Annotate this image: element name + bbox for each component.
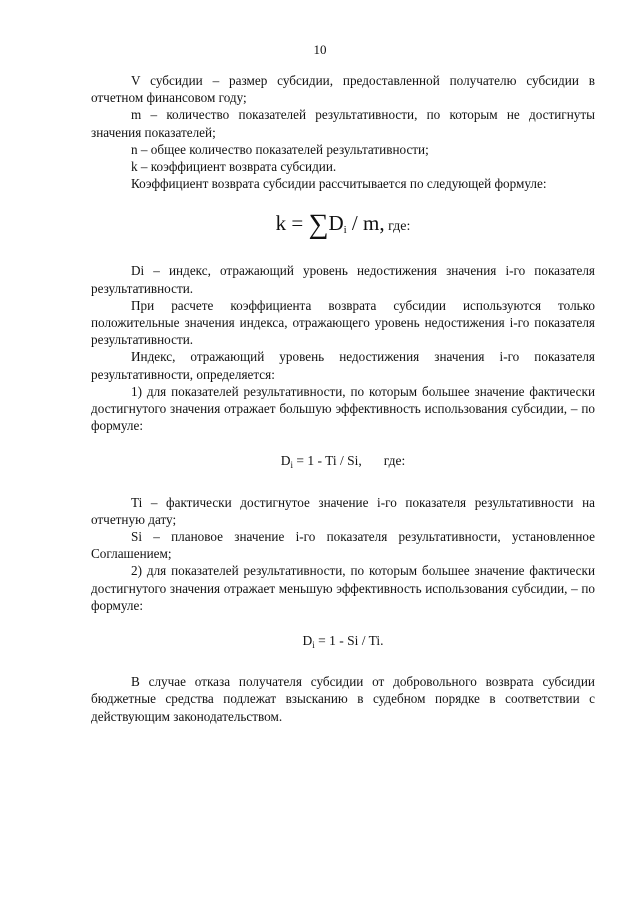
formula-k-subscript: i [343,224,347,237]
formula-d1-d: D [280,453,291,469]
sigma-symbol: ∑ [308,209,329,241]
paragraph-k-coefficient: k – коэффициент возврата субсидии. [131,159,337,175]
formula-d2 [91,632,595,649]
paragraph-case-2: 2) для показателей результативности, по которым большее значение фактически достигнутого значения отражает меньшую эффективность использования субсидии, – по формуле: [91,563,595,613]
paragraph-index-defined: Индекс, отражающий уровень недостижения значения i-го показателя результативности, определяется: [91,349,595,382]
formula-d2-subscript: i [312,640,315,651]
formula-k [91,209,595,241]
formula-d1-where: где: [383,453,406,469]
formula-d2-d: D [302,633,313,649]
formula-k-d: D [328,211,344,236]
formula-d1-rhs: = 1 - Ti / Si, [293,453,362,469]
paragraph-di-definition: Di – индекс, отражающий уровень недостижения значения i-го показателя результативности. [91,263,595,296]
formula-d1 [91,452,595,469]
paragraph-positive-values: При расчете коэффициента возврата субсидии используются только положительные значения индекса, отражающего уровень недостижения i-го показателя результативности. [91,297,595,348]
formula-k-rhs: / m, [346,211,385,236]
paragraph-n-total: n – общее количество показателей результативности; [131,141,429,157]
formula-d1-subscript: i [290,460,293,471]
paragraph-m-count: m – количество показателей результативности, по которым не достигнуты значения показателей; [91,107,595,140]
formula-d2-rhs: = 1 - Si / Ti. [314,633,384,649]
document-body [91,72,595,725]
paragraph-ti-definition: Ti – фактически достигнутое значение i-го показателя результативности на отчетную дату; [91,494,595,527]
paragraph-case-1: 1) для показателей результативности, по которым большее значение фактически достигнутого значения отражает большую эффективность использования субсидии, – по формуле: [91,383,595,434]
page-number: 10 [313,42,327,57]
paragraph-refusal: В случае отказа получателя субсидии от добровольного возврата субсидии бюджетные средства подлежат взысканию в судебном порядке в соответствии с действующим законодательством. [91,674,595,724]
formula-k-lhs: k = [275,211,309,236]
formula-k-where: где: [384,219,411,235]
paragraph-v-subsidy: V субсидии – размер субсидии, предоставленной получателю субсидии в отчетном финансовом году; [91,73,595,106]
paragraph-si-definition: Si – плановое значение i-го показателя результативности, установленное Соглашением; [91,529,595,562]
paragraph-formula-intro: Коэффициент возврата субсидии рассчитывается по следующей формуле: [131,176,547,192]
